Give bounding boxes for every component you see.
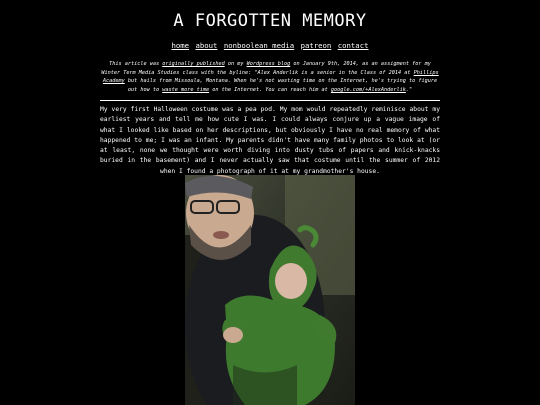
top-nav (0, 41, 540, 50)
intro-text: but hails from Missoula, Montana. When he's not wasting time on the Internet, he's trying to figure out how to (124, 78, 438, 93)
originally-published-link[interactable]: originally published (162, 61, 225, 67)
nav-link-home[interactable]: home (171, 41, 190, 50)
intro-text: on January 9th, 2014, as an assigment for my Winter Term Media Studies class with the byline: "Alex Anderlik is a senior in the Class of 2014 at (101, 61, 431, 76)
waste-more-time-link[interactable]: waste more time (162, 86, 210, 93)
nav-link-about[interactable]: about (195, 41, 218, 50)
intro-text: on my (224, 61, 247, 67)
divider (100, 100, 440, 101)
family-photo (185, 175, 355, 405)
page-title: A FORGOTTEN MEMORY (173, 11, 367, 31)
wordpress-blog-link[interactable]: Wordpress blog (246, 61, 291, 67)
article-intro (100, 60, 440, 94)
intro-text: This article was (109, 61, 163, 67)
intro-text: on the Internet. You can reach him at (209, 86, 331, 93)
phillips-academy-link[interactable]: Phillips Academy (102, 69, 439, 85)
intro-text: ." (405, 86, 413, 93)
article-paragraph: My very first Halloween costume was a pea pod. My mom would repeatedly reminisce about my earliest years and tell me how cute I was. I could always conjure up a vague image of what I looked like based on her descriptions, but obviously I have no real memory of what happened to me; I was an infant. My parents didn't have many family photos to look at (or at least, none we thought were worth diving into dusty tubs of papers and knick-knacks buried in the basement) and I never actually saw that costume until the summer of 2012 when I found a photograph of it at my grandmother's house. (100, 106, 440, 175)
google-profile-link[interactable]: google.com/+AlexAnderlik (330, 86, 406, 93)
nav-link-patreon[interactable]: patreon (300, 41, 332, 50)
nav-link-nonboolean-media[interactable]: nonboolean media (223, 41, 295, 50)
nav-link-contact[interactable]: contact (337, 41, 369, 50)
